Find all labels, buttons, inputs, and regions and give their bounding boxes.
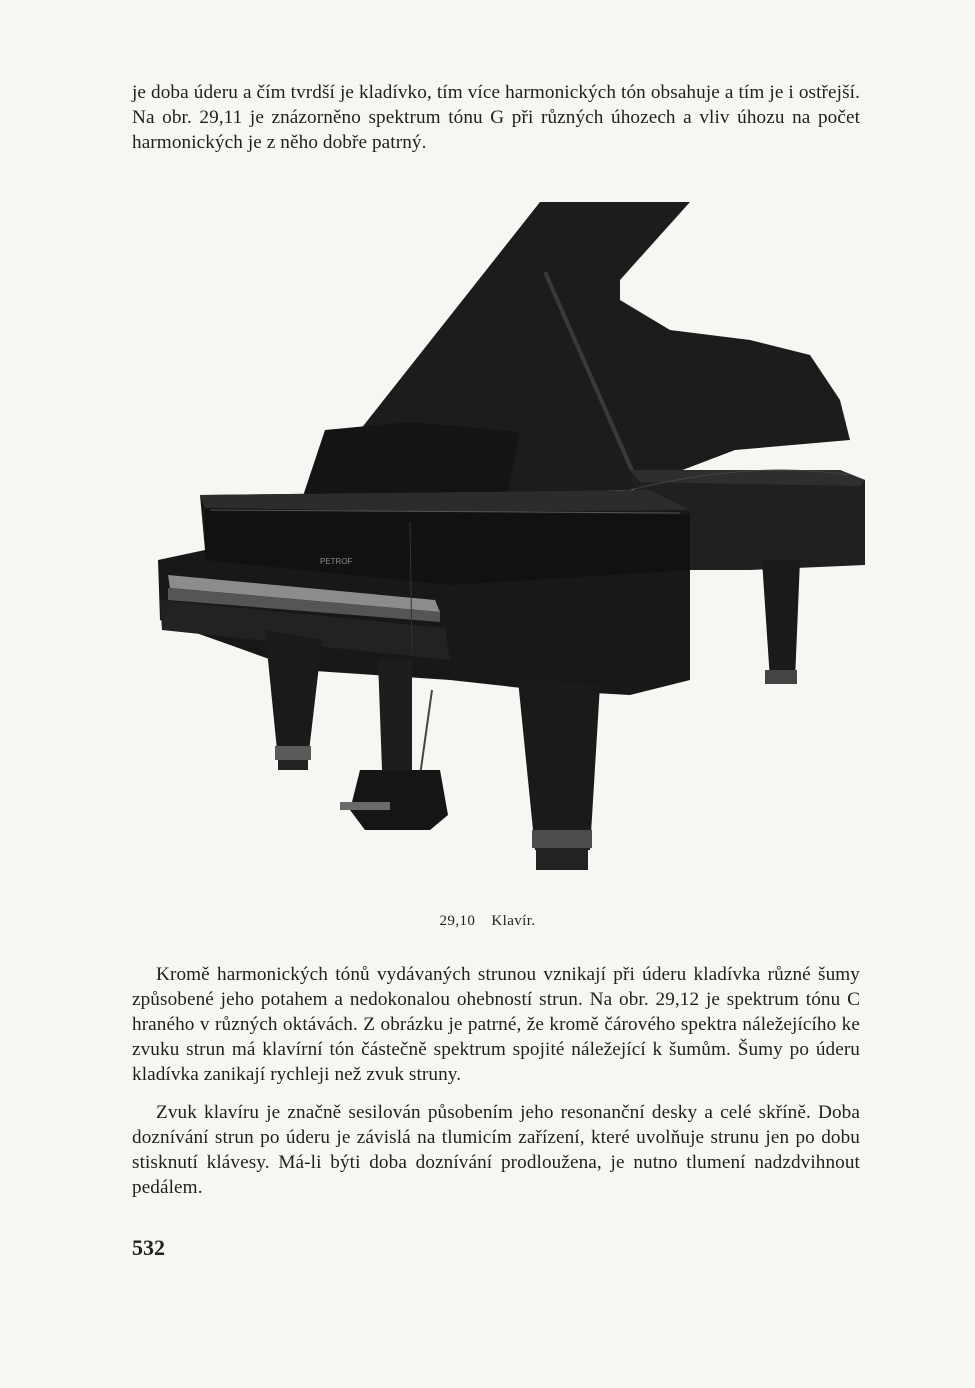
figure-caption	[0, 913, 975, 930]
page-number: 532	[132, 1235, 165, 1260]
brand-text: PETROF	[320, 557, 353, 566]
paragraph-noise: Kromě harmonických tónů vydávaných strunou vznikají při úderu kladívka různé šumy způsobené jeho potahem a nedokonalou ohebností strun. Na obr. 29,12 je spektrum tónu C hraného v různých oktávách. Z obrázku je patrné, že kromě čárového spektra náležejícího ke zvuku strun má klavírní tón částečně spektrum spojité náležející k šumům. Šumy po úderu kladívka zanikají rychleji než zvuk struny.	[132, 964, 860, 1085]
figure-number: 29,10	[439, 913, 476, 929]
piano-leg-back	[762, 560, 800, 680]
piano-leg-left	[265, 630, 322, 760]
grand-piano-figure	[150, 190, 880, 895]
piano-leg-right	[518, 680, 600, 850]
paragraph-resonance: Zvuk klavíru je značně sesilován působením jeho resonanční desky a celé skříně. Doba doznívání strun po úderu je závislá na tlumicím zařízení, které uvolňuje strunu jen po dobu stisknutí klávesy. Má-li býti doba doznívání prodloužena, je nutno tlumení nadzdvihnout pedálem.	[132, 1102, 860, 1198]
pedal-box	[350, 770, 448, 830]
pedal-lyre	[378, 660, 412, 770]
figure-label: Klavír.	[491, 913, 536, 929]
pedals	[340, 802, 390, 810]
paragraph-intro: je doba úderu a čím tvrdší je kladívko, tím více harmonických tón obsahuje a tím je i ostřejší. Na obr. 29,11 je znázorněno spektrum tónu G při různých úhozech a vliv úhozu na počet harmonických je z něho dobře patrný.	[132, 82, 860, 153]
